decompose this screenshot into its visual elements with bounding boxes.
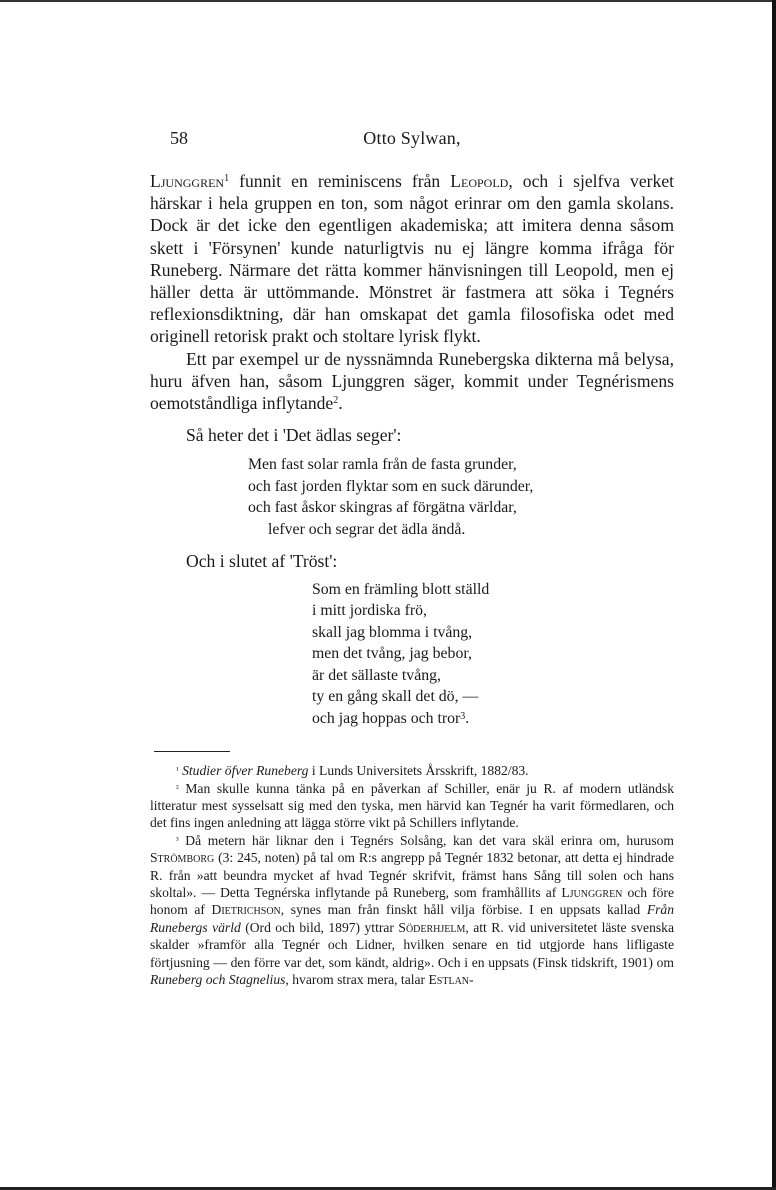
cited-title: Från Runebergs värld <box>150 902 674 935</box>
poem-intro-2: Och i slutet af 'Tröst': <box>186 551 338 572</box>
poem-excerpt-2 <box>312 579 674 730</box>
cited-title: Studier öfver Runeberg <box>182 763 309 779</box>
author-name: Ljunggren <box>561 884 623 900</box>
poem-line: ty en gång skall det dö, — <box>312 688 479 706</box>
poem-excerpt-1 <box>248 454 674 540</box>
author-name: Söderhjelm <box>398 919 466 935</box>
page-number: 58 <box>170 128 188 148</box>
footnote-ref-1: 1 <box>224 173 230 184</box>
footnote-mark: ³ <box>176 834 179 845</box>
footnote-text: och före honom af <box>150 884 674 918</box>
poem-line: lefver och segrar det ädla ändå. <box>268 520 466 538</box>
footnote-ref-3: 3 <box>460 710 466 722</box>
book-page <box>150 128 674 988</box>
footnote-text: i Lunds Universitets Årsskrift, 1882/83. <box>308 763 529 779</box>
footnote-rule <box>154 751 230 752</box>
footnote-3 <box>150 832 674 989</box>
footnote-mark: ² <box>176 782 179 793</box>
punctuation: . <box>465 709 470 727</box>
running-head: Otto Sylwan, <box>363 128 461 148</box>
scan-edge-top <box>0 0 776 2</box>
cited-title: Runeberg och Stagnelius <box>150 972 286 988</box>
footnote-text: Man skulle kunna tänka på en påverkan af Schiller, enär ju R. af modern utländsk litteratur mest sysselsatt sig med den tyska, men härvid kan Tegnér ha varit förmedlaren, och det fins ingen anledning att lägga större vikt på Schillers inflytande. <box>150 780 674 831</box>
footnote-text: , hvarom strax mera, talar <box>285 972 429 988</box>
poem-line: och fast jorden flyktar som en suck därunder, <box>248 477 534 495</box>
poem-line: skall jag blomma i tvång, <box>312 623 473 641</box>
poem-line: Men fast solar ramla från de fasta grunder, <box>248 456 517 474</box>
poem-line: är det sällaste tvång, <box>312 666 441 684</box>
poem-line-text: och jag hoppas och tror <box>312 709 461 727</box>
author-name: Estlan- <box>428 972 474 988</box>
scan-edge-right <box>772 0 776 1190</box>
footnote-2 <box>150 780 674 832</box>
poem-line: i mitt jordiska frö, <box>312 602 427 620</box>
paragraph-text: Ett par exempel ur de nyssnämnda Runebergska dikterna må belysa, huru äfven han, såsom Ljunggren säger, kommit under Tegnérismens oemotståndliga inflytande <box>150 348 674 414</box>
footnotes <box>150 762 674 988</box>
main-text <box>150 170 674 729</box>
footnote-text: (3: 245, noten) på tal om R:s angrepp på Tegnér 1832 betonar, att detta ej hindrade R. från »att beundra mycket af hvad Tegnér skrifvit, främst hans Sång till solen och hans skoltal». — Detta Tegnérska inflytande på Runeberg, som framhållits af <box>150 850 674 900</box>
footnote-1 <box>150 762 674 779</box>
footnote-mark: ¹ <box>176 765 179 776</box>
poem-line <box>312 708 674 730</box>
paragraph-2 <box>150 348 674 415</box>
author-name: Leopold <box>450 171 509 191</box>
author-name: Ljunggren <box>150 171 225 191</box>
footnote-text: , att R. vid universitetet läste svenska skalder »framför alla Tegnér och Lidner, hvilken senare en tid utgjorde hans lifligaste förtjusning — den förre var det, som kändt, aldrig». Och i en uppsats (Finsk tidskrift, 1901) om <box>150 919 674 970</box>
poem-line: och fast åskor skingras af förgätna världar, <box>248 499 517 517</box>
author-name: Dietrichson <box>211 902 281 918</box>
page-header <box>150 128 674 156</box>
footnote-text: Då metern här liknar den i Tegnérs Solsång, kan det vara skäl erinra om, hurusom <box>185 832 674 848</box>
footnote-ref-2: 2 <box>333 395 339 407</box>
paragraph-1 <box>150 170 674 348</box>
footnote-text: (Ord och bild, 1897) yttrar <box>240 919 399 935</box>
paragraph-text: , och i sjelfva verket härskar i hela gruppen en ton, som något erinrar om den gamla skolans. Dock är det icke den egentligen akademiska; att imitera denna såsom skett i 'Försynen' kunde naturligtvis nu ej längre komma ifråga för Runeberg. Närmare det rätta kommer hänvisningen till Leopold, men ej häller detta är uttömmande. Mönstret är fastmera att söka i Tegnérs reflexionsdiktning, där han omskapat det gamla filosofiska odet med originell retorisk prakt och stoltare lyrisk flykt. <box>150 171 675 347</box>
poem-intro-1: Så heter det i 'Det ädlas seger': <box>186 425 402 446</box>
poem-line: men det tvång, jag bebor, <box>312 645 472 663</box>
punctuation: . <box>338 393 343 414</box>
paragraph-text: funnit en reminiscens från <box>229 171 451 191</box>
author-name: Strömborg <box>150 850 215 866</box>
footnote-text: , synes man från finskt håll vilja förbise. I en uppsats kallad <box>280 902 647 918</box>
poem-line: Som en främling blott ställd <box>312 580 490 598</box>
